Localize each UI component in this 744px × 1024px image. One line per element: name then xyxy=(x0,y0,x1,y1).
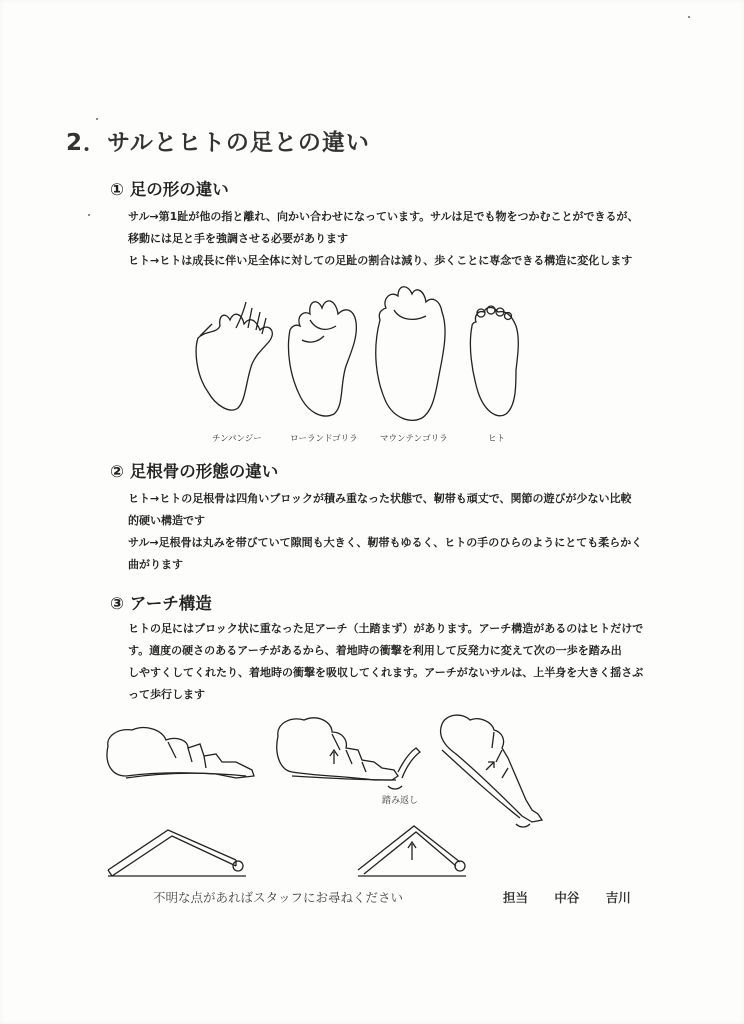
text-line: サル→足根骨は丸みを帯びていて隙間も大きく、靭帯もゆるく、ヒトの手のひらのようにとても柔らかく xyxy=(128,536,643,549)
arch-truss-diagram-flat xyxy=(108,830,246,876)
text-line: す。適度の硬さのあるアーチがあるから、着地時の衝撃を利用して反発力に変えて次の一歩を踏み出 xyxy=(128,644,622,657)
text-line: サル→第1趾が他の指と離れ、向かい合わせになっています。サルは足でも物をつかむことができるが、 xyxy=(128,210,639,223)
text-line: 移動には足と手を強調させる必要があります xyxy=(128,232,348,245)
foot-label-human: ヒト xyxy=(488,434,506,444)
foot-skeleton-heel-raised xyxy=(441,715,542,827)
chimpanzee-foot-outline xyxy=(196,302,272,410)
foot-skeleton-push-off xyxy=(277,718,420,789)
footer-note: 不明な点があればスタッフにお尋ねください xyxy=(153,890,404,905)
label-push-off: 踏み返し xyxy=(382,796,419,806)
foot-skeleton-standing xyxy=(107,728,254,778)
mountain-gorilla-foot-outline xyxy=(376,287,445,421)
page-title: 2．サルとヒトの足との違い xyxy=(66,130,370,156)
text-line: ヒト→ヒトは成長に伴い足全体に対しての足趾の割合は減り、歩くことに専念できる構造に変化します xyxy=(128,254,633,267)
staff-role: 担当 xyxy=(503,890,529,905)
foot-comparison-illustration xyxy=(186,280,546,430)
foot-label-mountain-gorilla: マウンテンゴリラ xyxy=(380,434,448,444)
section-text-tarsal-bones xyxy=(128,488,688,576)
footer-staff xyxy=(503,888,653,906)
text-line: って歩行します xyxy=(128,688,205,701)
scan-speck xyxy=(88,214,90,216)
text-line: ヒトの足にはブロック状に重なった足アーチ（土踏まず）があります。アーチ構造があるのはヒトだけで xyxy=(128,622,644,635)
section-heading-tarsal-bones: ② 足根骨の形態の違い xyxy=(110,462,279,481)
staff-name-2: 吉川 xyxy=(605,890,631,905)
text-line: ヒト→ヒトの足根骨は四角いブロックが積み重なった状態で、靭帯も頑丈で、関節の遊びが少ない比較 xyxy=(128,492,632,505)
foot-label-lowland-gorilla: ローランドゴリラ xyxy=(290,434,358,444)
scan-speck xyxy=(96,118,98,120)
foot-label-chimpanzee: チンパンジー xyxy=(212,434,262,444)
section-heading-foot-shape: ① 足の形の違い xyxy=(110,180,229,199)
section-heading-arch-structure: ③ アーチ構造 xyxy=(110,594,212,613)
section-text-arch-structure xyxy=(128,618,688,706)
human-foot-outline xyxy=(470,306,518,416)
lowland-gorilla-foot-outline xyxy=(288,301,356,416)
arch-truss-diagram-loaded xyxy=(358,826,466,876)
arch-structure-diagram xyxy=(96,710,566,885)
staff-name-1: 中谷 xyxy=(554,890,580,905)
text-line: しやすくしてくれたり、着地時の衝撃を吸収してくれます。アーチがないサルは、上半身を大きく揺さぶ xyxy=(128,666,644,679)
scan-speck xyxy=(688,16,690,18)
text-line: 的硬い構造です xyxy=(128,514,205,527)
text-line: 曲がります xyxy=(128,558,183,571)
section-text-foot-shape xyxy=(128,206,688,272)
